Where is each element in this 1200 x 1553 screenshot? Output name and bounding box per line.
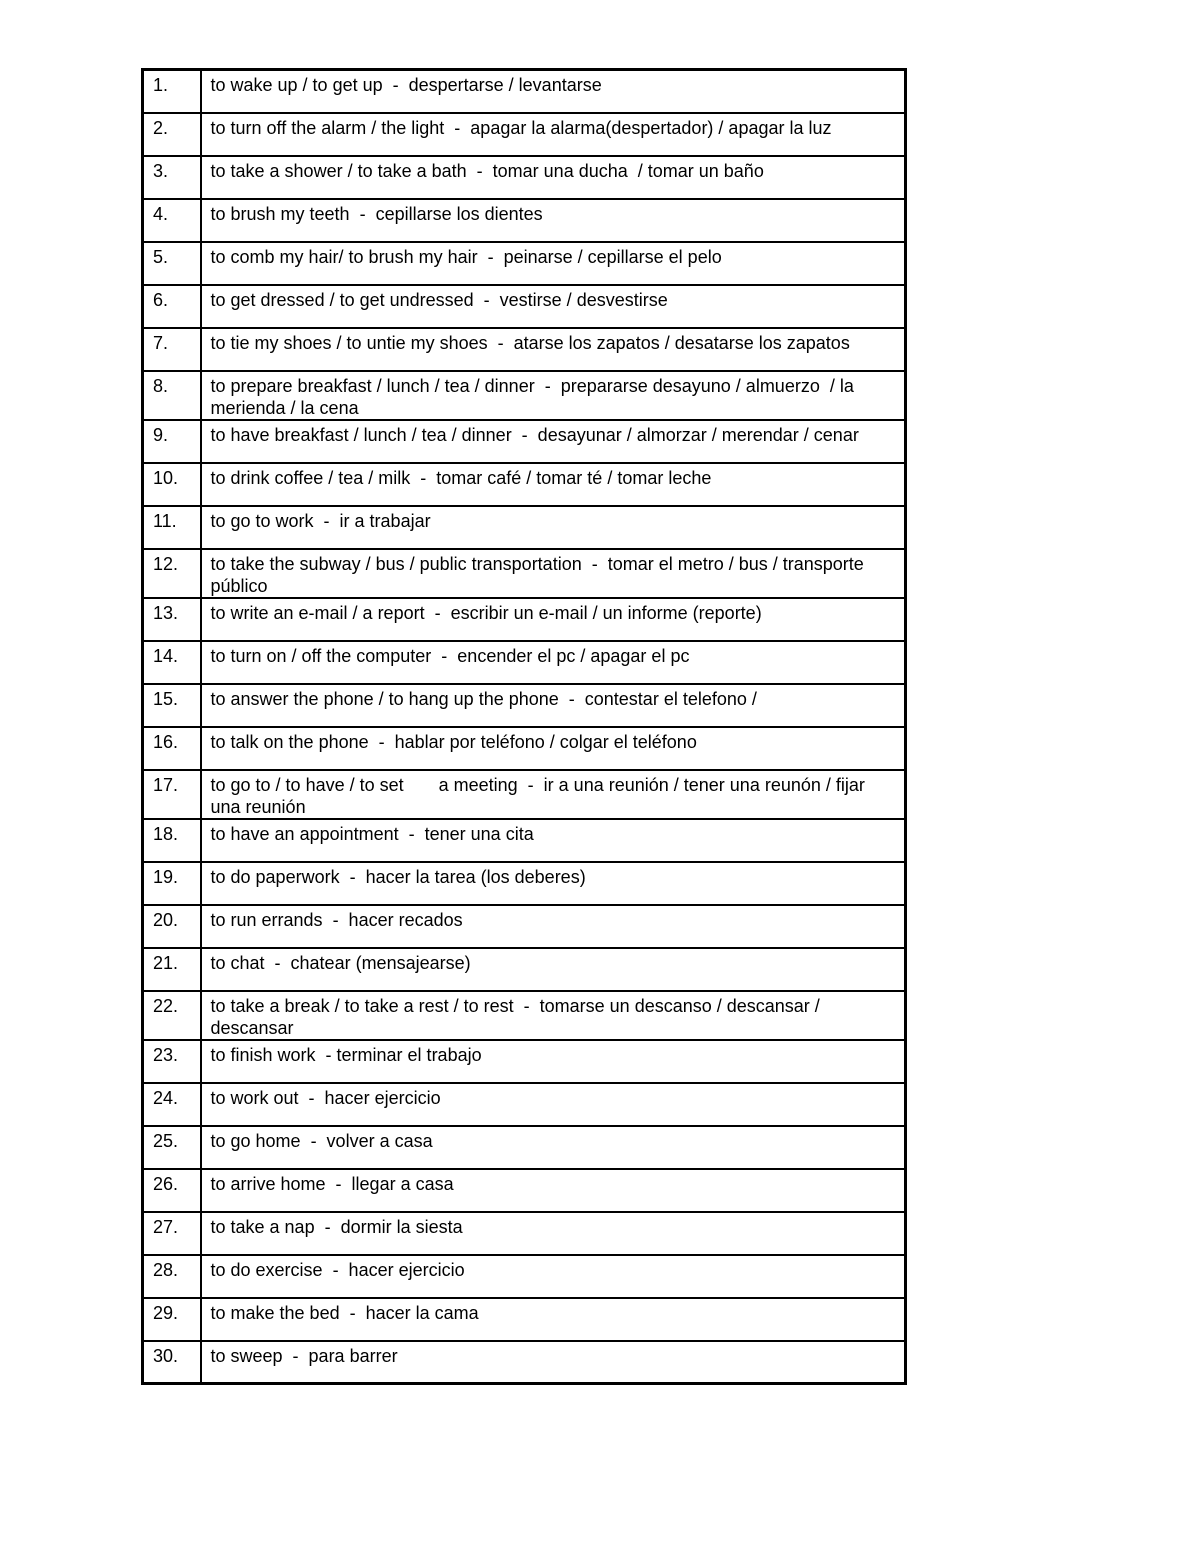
table-row [143,598,906,641]
table-row [143,420,906,463]
table-row [143,1083,906,1126]
table-row [143,156,906,199]
vocabulary-entry: to sweep - para barrer [201,1341,906,1384]
vocabulary-entry: to wake up / to get up - despertarse / levantarse [201,70,906,113]
row-number: 20. [143,905,201,948]
table-row [143,862,906,905]
vocabulary-entry: to write an e-mail / a report - escribir un e-mail / un informe (reporte) [201,598,906,641]
row-number: 6. [143,285,201,328]
table-row [143,1255,906,1298]
vocabulary-table-body [143,70,906,1384]
table-row [143,1040,906,1083]
row-number: 29. [143,1298,201,1341]
row-number: 11. [143,506,201,549]
row-number: 23. [143,1040,201,1083]
row-number: 15. [143,684,201,727]
row-number: 17. [143,770,201,819]
row-number: 21. [143,948,201,991]
row-number: 18. [143,819,201,862]
vocabulary-entry: to tie my shoes / to untie my shoes - atarse los zapatos / desatarse los zapatos [201,328,906,371]
table-row [143,328,906,371]
vocabulary-entry: to get dressed / to get undressed - vestirse / desvestirse [201,285,906,328]
vocabulary-entry: to work out - hacer ejercicio [201,1083,906,1126]
table-row [143,199,906,242]
table-row [143,506,906,549]
vocabulary-entry: to do paperwork - hacer la tarea (los deberes) [201,862,906,905]
vocabulary-entry: to arrive home - llegar a casa [201,1169,906,1212]
vocabulary-entry: to drink coffee / tea / milk - tomar café / tomar té / tomar leche [201,463,906,506]
vocabulary-entry: to turn off the alarm / the light - apagar la alarma(despertador) / apagar la luz [201,113,906,156]
row-number: 28. [143,1255,201,1298]
table-row [143,549,906,598]
vocabulary-entry: to brush my teeth - cepillarse los dientes [201,199,906,242]
vocabulary-entry: to go home - volver a casa [201,1126,906,1169]
row-number: 14. [143,641,201,684]
vocabulary-entry: to take the subway / bus / public transportation - tomar el metro / bus / transporte público [201,549,906,598]
table-row [143,684,906,727]
table-row [143,727,906,770]
table-row [143,371,906,420]
vocabulary-entry: to answer the phone / to hang up the phone - contestar el telefono / [201,684,906,727]
row-number: 16. [143,727,201,770]
vocabulary-entry: to finish work - terminar el trabajo [201,1040,906,1083]
row-number: 5. [143,242,201,285]
table-row [143,1126,906,1169]
table-row [143,641,906,684]
vocabulary-entry: to prepare breakfast / lunch / tea / dinner - prepararse desayuno / almuerzo / la merienda / la cena [201,371,906,420]
vocabulary-entry: to go to / to have / to set a meeting - ir a una reunión / tener una reunón / fijar una reunión [201,770,906,819]
row-number: 19. [143,862,201,905]
table-row [143,1298,906,1341]
row-number: 27. [143,1212,201,1255]
vocabulary-entry: to take a break / to take a rest / to rest - tomarse un descanso / descansar / descansar [201,991,906,1040]
row-number: 4. [143,199,201,242]
row-number: 13. [143,598,201,641]
table-row [143,991,906,1040]
row-number: 30. [143,1341,201,1384]
row-number: 26. [143,1169,201,1212]
table-row [143,113,906,156]
table-row [143,819,906,862]
vocabulary-entry: to take a nap - dormir la siesta [201,1212,906,1255]
vocabulary-entry: to do exercise - hacer ejercicio [201,1255,906,1298]
table-row [143,242,906,285]
row-number: 8. [143,371,201,420]
row-number: 3. [143,156,201,199]
vocabulary-entry: to go to work - ir a trabajar [201,506,906,549]
vocabulary-entry: to talk on the phone - hablar por teléfono / colgar el teléfono [201,727,906,770]
vocabulary-entry: to run errands - hacer recados [201,905,906,948]
table-row [143,1341,906,1384]
row-number: 25. [143,1126,201,1169]
table-row [143,770,906,819]
row-number: 12. [143,549,201,598]
row-number: 1. [143,70,201,113]
vocabulary-entry: to chat - chatear (mensajearse) [201,948,906,991]
vocabulary-entry: to take a shower / to take a bath - tomar una ducha / tomar un baño [201,156,906,199]
table-row [143,70,906,113]
vocabulary-entry: to have an appointment - tener una cita [201,819,906,862]
table-row [143,463,906,506]
vocabulary-table [141,68,907,1385]
vocabulary-entry: to have breakfast / lunch / tea / dinner - desayunar / almorzar / merendar / cenar [201,420,906,463]
vocabulary-entry: to turn on / off the computer - encender el pc / apagar el pc [201,641,906,684]
row-number: 2. [143,113,201,156]
vocabulary-entry: to comb my hair/ to brush my hair - peinarse / cepillarse el pelo [201,242,906,285]
vocabulary-entry: to make the bed - hacer la cama [201,1298,906,1341]
row-number: 9. [143,420,201,463]
table-row [143,1169,906,1212]
row-number: 10. [143,463,201,506]
row-number: 24. [143,1083,201,1126]
table-row [143,1212,906,1255]
table-row [143,948,906,991]
table-row [143,285,906,328]
row-number: 7. [143,328,201,371]
row-number: 22. [143,991,201,1040]
table-row [143,905,906,948]
